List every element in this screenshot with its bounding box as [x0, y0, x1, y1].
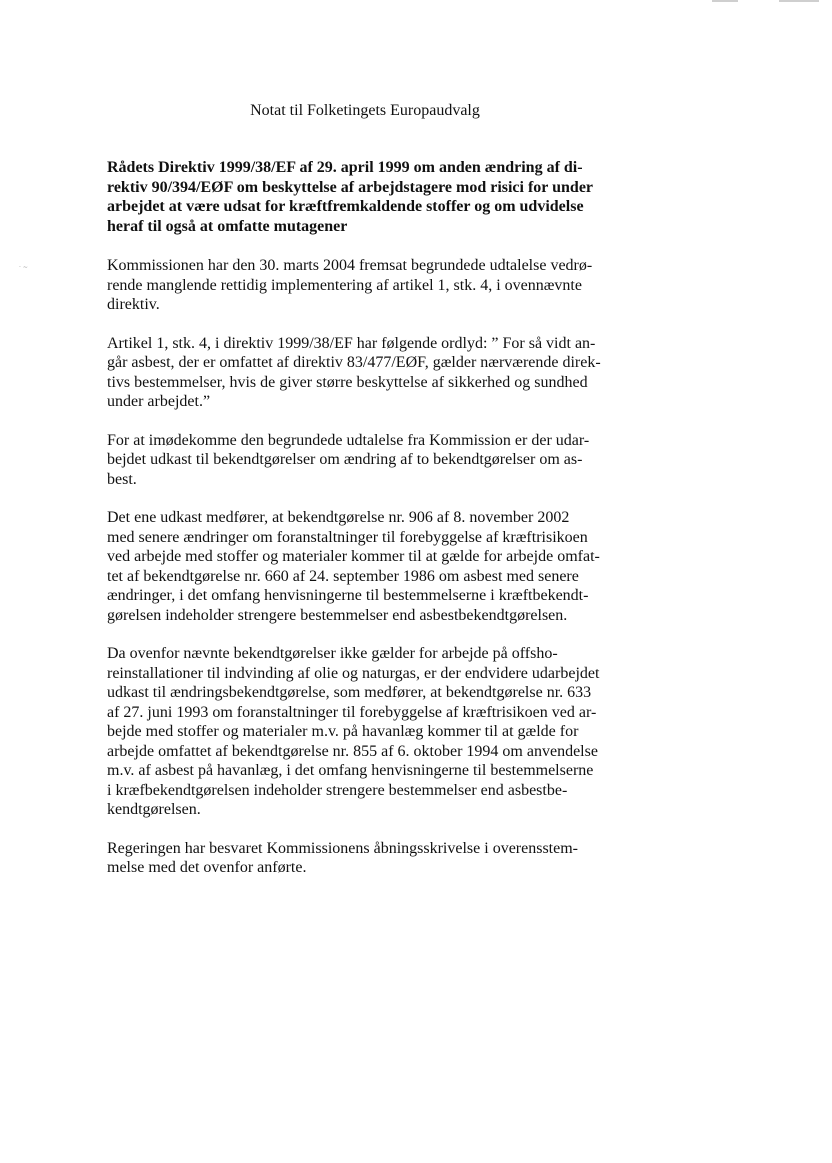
- text-line: direktiv.: [107, 296, 160, 313]
- text-line: bejdet udkast til bekendtgørelser om ændring af to bekendtgørelser om as-: [107, 451, 583, 468]
- text-line: For at imødekomme den begrundede udtalelse fra Kommission er der udar-: [107, 431, 590, 449]
- text-line: går asbest, der er omfattet af direktiv 83/477/EØF, gælder nærværende direk-: [107, 354, 601, 371]
- paragraph-drafts: [107, 431, 627, 490]
- paragraph-government-reply: [107, 839, 627, 878]
- text-line: best.: [107, 470, 137, 488]
- text-line: rende manglende rettidig implementering af artikel 1, stk. 4, i ovennævnte: [107, 276, 582, 294]
- text-line: kendtgørelsen.: [107, 801, 201, 818]
- text-line: gørelsen indeholder strengere bestemmelser end asbestbekendtgørelsen.: [107, 606, 568, 624]
- scan-artifact: [779, 0, 819, 2]
- paragraph-article-quote: [107, 334, 627, 412]
- text-line: m.v. af asbest på havanlæg, i det omfang henvisningerne til bestemmelserne: [107, 762, 594, 779]
- text-line: Kommissionen har den 30. marts 2004 fremsat begrundede udtalelse vedrø-: [107, 257, 593, 274]
- title-line: rektiv 90/394/EØF om beskyttelse af arbejdstagere mod risici for under: [107, 178, 594, 196]
- text-line: ændringer, i det omfang henvisningerne til bestemmelserne i kræftbekendt-: [107, 587, 589, 604]
- text-line: ved arbejde med stoffer og materialer kommer til at gælde for arbejde omfat-: [107, 548, 600, 565]
- text-line: Det ene udkast medfører, at bekendtgørelse nr. 906 af 8. november 2002: [107, 509, 570, 526]
- text-line: under arbejdet.”: [107, 393, 211, 410]
- text-line: reinstallationer til indvinding af olie og naturgas, er der endvidere udarbejdet: [107, 664, 600, 682]
- text-line: Regeringen har besvaret Kommissionens åbningsskrivelse i overensstem-: [107, 839, 578, 857]
- text-line: med senere ændringer om foranstaltninger til forebyggelse af kræftrisikoen: [107, 528, 588, 546]
- text-line: Artikel 1, stk. 4, i direktiv 1999/38/EF har følgende ordlyd: ” For så vidt an-: [107, 334, 596, 352]
- scan-artifact: [712, 0, 738, 2]
- paragraph-implementation: [107, 256, 627, 315]
- text-line: bejde med stoffer og materialer m.v. på havanlæg kommer til at gælde for: [107, 723, 579, 740]
- paragraph-offshore: [107, 644, 627, 820]
- text-line: melse med det ovenfor anførte.: [107, 859, 307, 876]
- page-header: Notat til Folketingets Europaudvalg: [250, 102, 480, 119]
- paragraph-first-draft: [107, 508, 627, 625]
- text-line: tet af bekendtgørelse nr. 660 af 24. september 1986 om asbest med senere: [107, 567, 579, 585]
- title-line: Rådets Direktiv 1999/38/EF af 29. april 1999 om anden ændring af di-: [107, 159, 583, 176]
- text-line: af 27. juni 1993 om foranstaltninger til forebyggelse af kræftrisikoen ved ar-: [107, 703, 597, 721]
- document-body: [107, 158, 627, 878]
- scan-artifact: · ~: [19, 264, 28, 271]
- text-line: Da ovenfor nævnte bekendtgørelser ikke gælder for arbejde på offsho-: [107, 645, 558, 662]
- text-line: tivs bestemmelser, hvis de giver større beskyttelse af sikkerhed og sundhed: [107, 373, 588, 391]
- text-line: arbejde omfattet af bekendtgørelse nr. 855 af 6. oktober 1994 om anvendelse: [107, 742, 598, 760]
- title-line: heraf til også at omfatte mutagener: [107, 217, 348, 235]
- title-line: arbejdet at være udsat for kræftfremkaldende stoffer og om udvidelse: [107, 198, 584, 215]
- document-title: [107, 158, 627, 236]
- text-line: i kræfbekendtgørelsen indeholder strengere bestemmelser end asbestbe-: [107, 781, 568, 799]
- text-line: udkast til ændringsbekendtgørelse, som medfører, at bekendtgørelse nr. 633: [107, 684, 592, 701]
